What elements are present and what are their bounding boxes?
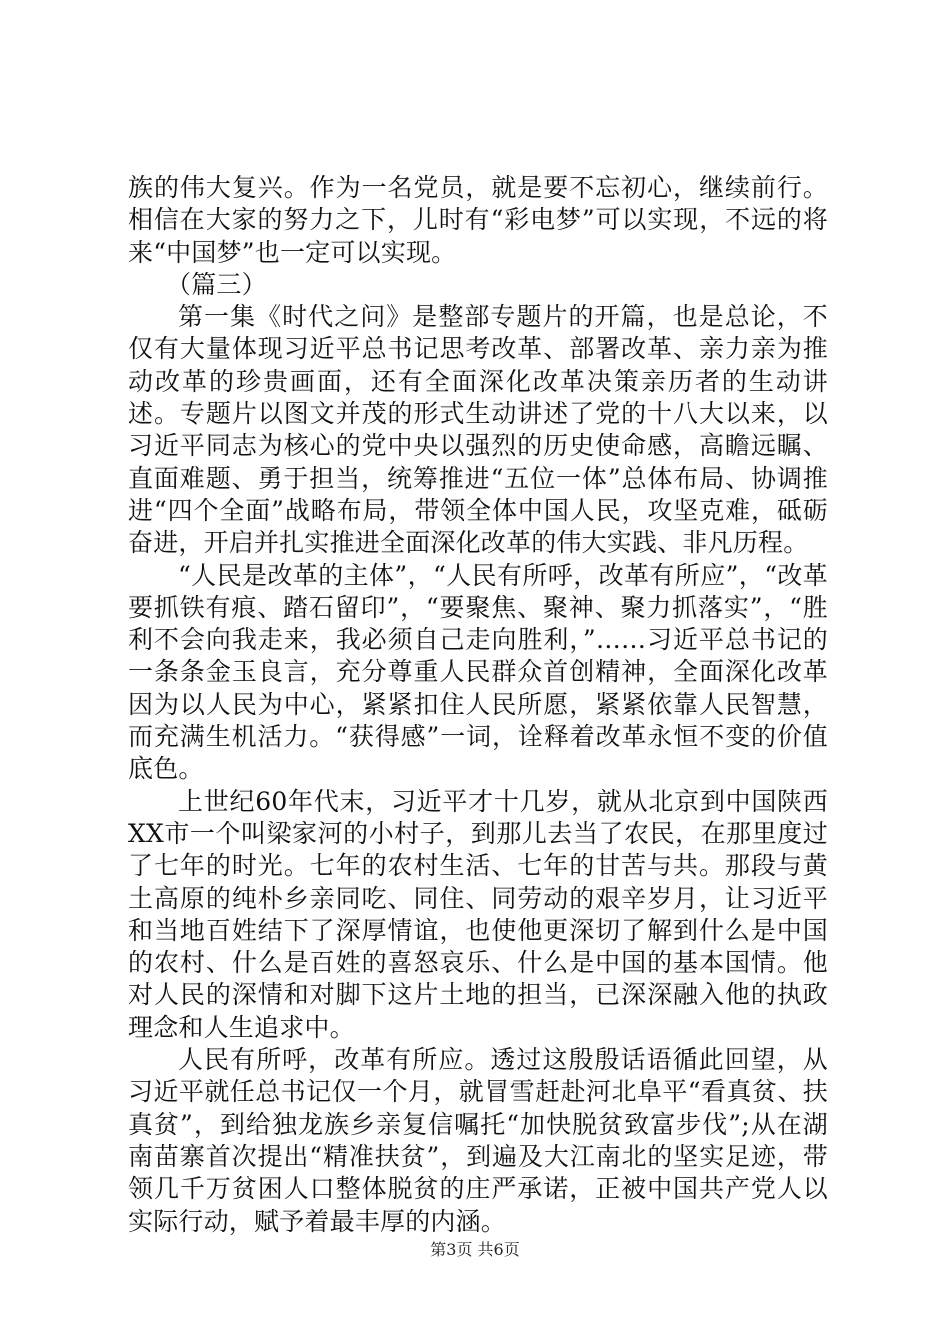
document-body [128, 172, 828, 1238]
paragraph-continuation: 族的伟大复兴。作为一名党员，就是要不忘初心，继续前行。相信在大家的努力之下，儿时有“彩电梦”可以实现，不远的将来“中国梦”也一定可以实现。 [128, 173, 828, 267]
page-footer: 第3页 共6页 [430, 1240, 520, 1259]
paragraph: 第一集《时代之问》是整部专题片的开篇，也是总论，不仅有大量体现习近平总书记思考改革、部署改革、亲力亲为推动改革的珍贵画面，还有全面深化改革决策亲历者的生动讲述。专题片以图文并茂的形式生动讲述了党的十八大以来，以习近平同志为核心的党中央以强烈的历史使命感，高瞻远瞩、直面难题、勇于担当，统筹推进“五位一体”总体布局、协调推进“四个全面”战略布局，带领全体中国人民，攻坚克难，砥砺奋进，开启并扎实推进全面深化改革的伟大实践、非凡历程。 [128, 302, 828, 558]
paragraph: “人民是改革的主体”，“人民有所呼，改革有所应”，“改革要抓铁有痕、踏石留印”，“要聚焦、聚神、聚力抓落实”，“胜利不会向我走来，我必须自己走向胜利，”……习近平总书记的一条条金玉良言，充分尊重人民群众首创精神，全面深化改革因为以人民为中心，紧紧扣住人民所愿，紧紧依靠人民智慧，而充满生机活力。“获得感”一词，诠释着改革永恒不变的价值底色。 [128, 560, 828, 784]
paragraph: 上世纪60年代末，习近平才十几岁，就从北京到中国陕西XX市一个叫梁家河的小村子，到那儿去当了农民，在那里度过了七年的时光。七年的农村生活、七年的甘苦与共。那段与黄土高原的纯朴乡亲同吃、同住、同劳动的艰辛岁月，让习近平和当地百姓结下了深厚情谊，也使他更深切了解到什么是中国的农村、什么是百姓的喜怒哀乐、什么是中国的基本国情。他对人民的深情和对脚下这片土地的担当，已深深融入他的执政理念和人生追求中。 [128, 786, 828, 1042]
paragraph: 人民有所呼，改革有所应。透过这殷殷话语循此回望，从习近平就任总书记仅一个月，就冒雪赶赴河北阜平“看真贫、扶真贫”，到给独龙族乡亲复信嘱托“加快脱贫致富步伐”;从在湖南苗寨首次提出“精准扶贫”，到遍及大江南北的坚实足迹，带领几千万贫困人口整体脱贫的庄严承诺，正被中国共产党人以实际行动，赋予着最丰厚的内涵。 [128, 1045, 828, 1236]
section-heading: （篇三） [166, 269, 267, 299]
